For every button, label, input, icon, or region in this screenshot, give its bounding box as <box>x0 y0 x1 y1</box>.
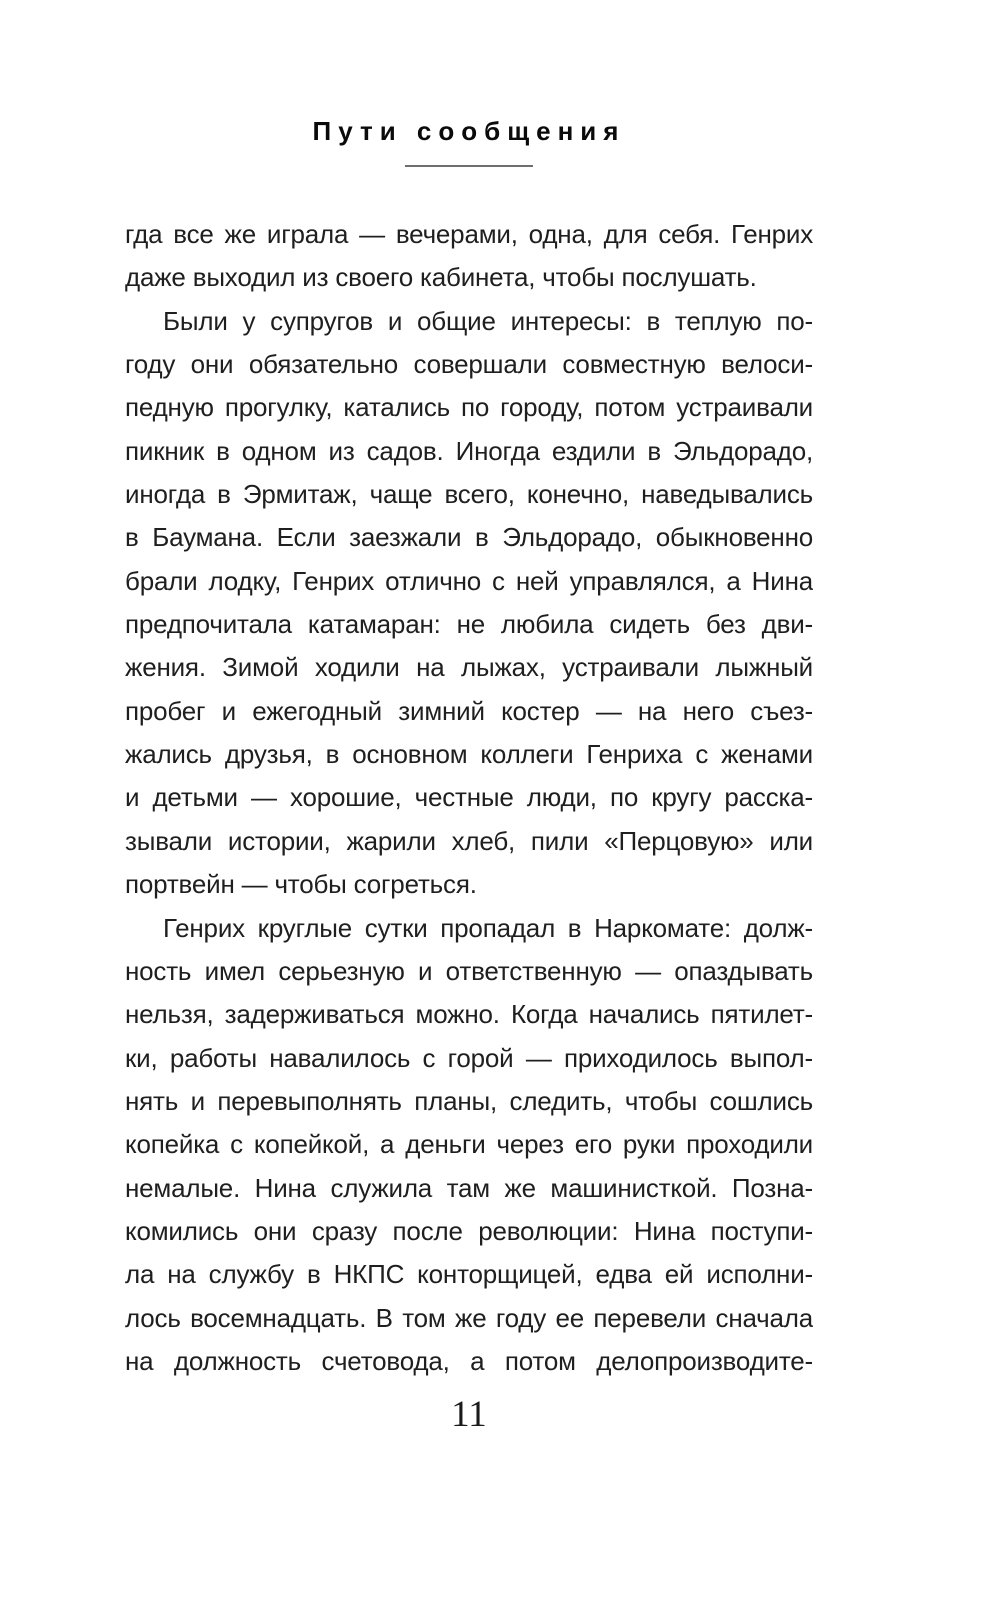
text-line: жения. Зимой ходили на лыжах, устраивали лыжный <box>125 652 813 683</box>
body-text <box>125 213 813 1383</box>
text-line: немалые. Нина служила там же машинисткой. Позна- <box>125 1172 813 1203</box>
page-number: 11 <box>451 1394 487 1436</box>
text-line: ки, работы навалилось с горой — приходилось выпол- <box>125 1042 813 1073</box>
running-title: Пути сообщения <box>312 116 626 146</box>
text-line: году они обязательно совершали совместную велоси- <box>125 349 813 380</box>
text-line: иногда в Эрмитаж, чаще всего, конечно, наведывались <box>125 479 813 510</box>
text-line: нять и перевыполнять планы, следить, чтобы сошлись <box>125 1085 813 1116</box>
text-line: комились они сразу после революции: Нина поступи- <box>125 1215 813 1246</box>
text-line: зывали истории, жарили хлеб, пили «Перцовую» или <box>125 825 813 856</box>
text-line: пробег и ежегодный зимний костер — на него съез- <box>125 695 813 726</box>
text-line: на должность счетовода, а потом делопроизводите- <box>125 1345 813 1376</box>
text-line: ность имел серьезную и ответственную — опаздывать <box>125 955 813 986</box>
text-line: предпочитала катамаран: не любила сидеть без дви- <box>125 609 813 640</box>
text-line: даже выходил из своего кабинета, чтобы послушать. <box>125 262 757 293</box>
page-content-column <box>125 0 813 1435</box>
text-line: гда все же играла — вечерами, одна, для себя. Генрих <box>125 219 813 249</box>
text-line: и детьми — хорошие, честные люди, по кругу расска- <box>125 782 813 813</box>
text-line: жались друзья, в основном коллеги Генриха с женами <box>125 739 813 770</box>
text-line: ла на службу в НКПС конторщицей, едва ей исполни- <box>125 1259 813 1290</box>
text-line: нельзя, задерживаться можно. Когда начались пятилет- <box>125 999 813 1030</box>
text-line: пикник в одном из садов. Иногда ездили в Эльдорадо, <box>125 435 813 466</box>
header-divider-rule <box>405 165 533 167</box>
text-line: Были у супругов и общие интересы: в теплую по- <box>163 305 813 336</box>
text-line: брали лодку, Генрих отлично с ней управлялся, а Нина <box>125 565 813 596</box>
text-line: в Баумана. Если заезжали в Эльдорадо, обыкновенно <box>125 522 813 553</box>
text-line: портвейн — чтобы согреться. <box>125 869 477 900</box>
text-line: педную прогулку, катались по городу, потом устраивали <box>125 392 813 423</box>
text-line: копейка с копейкой, а деньги через его руки проходили <box>125 1129 813 1160</box>
text-line: лось восемнадцать. В том же году ее перевели сначала <box>125 1302 813 1333</box>
text-line: Генрих круглые сутки пропадал в Наркомате: долж- <box>163 912 813 943</box>
